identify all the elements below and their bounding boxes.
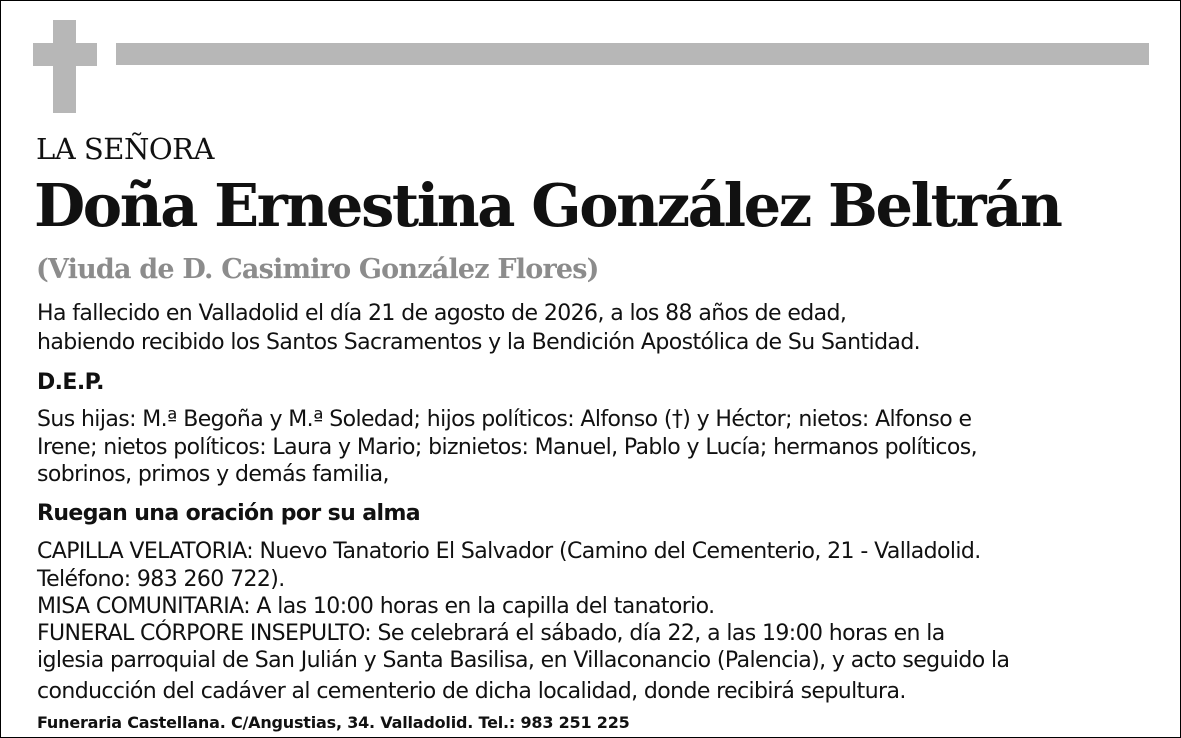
header-bar (116, 43, 1149, 65)
widow-subtitle: (Viuda de D. Casimiro González Flores) (36, 254, 599, 285)
deceased-name: Doña Ernestina González Beltrán (34, 171, 1061, 240)
service-line: MISA COMUNITARIA: A las 10:00 horas en la capilla del tanatorio. (37, 594, 715, 619)
family-line: Sus hijas: M.ª Begoña y M.ª Soledad; hijos políticos: Alfonso (†) y Héctor; nietos: Alfonso e (37, 407, 972, 432)
announcement-line: Ha fallecido en Valladolid el día 21 de agosto de 2026, a los 88 años de edad, (37, 301, 847, 326)
service-line: CAPILLA VELATORIA: Nuevo Tanatorio El Salvador (Camino del Cementerio, 21 - Valladolid. (37, 539, 981, 564)
announcement-line: habiendo recibido los Santos Sacramentos y la Bendición Apostólica de Su Santidad. (37, 330, 921, 355)
family-line: Irene; nietos políticos: Laura y Mario; biznietos: Manuel, Pablo y Lucía; hermanos políticos, (37, 435, 977, 460)
service-line: FUNERAL CÓRPORE INSEPULTO: Se celebrará el sábado, día 22, a las 19:00 horas en la (37, 621, 945, 646)
service-line: iglesia parroquial de San Julián y Santa Basilisa, en Villaconancio (Palencia), y acto seguido la (37, 648, 1010, 673)
cross-icon-arm (33, 43, 97, 66)
title-prefix: LA SEÑORA (36, 132, 214, 166)
funeral-home-footer: Funeraria Castellana. C/Angustias, 34. Valladolid. Tel.: 983 251 225 (37, 713, 630, 732)
rip-label: D.E.P. (37, 370, 104, 395)
family-line: sobrinos, primos y demás familia, (37, 462, 389, 487)
service-line: conducción del cadáver al cementerio de dicha localidad, donde recibirá sepultura. (37, 679, 906, 704)
prayer-request: Ruegan una oración por su alma (37, 501, 421, 526)
service-line: Teléfono: 983 260 722). (37, 567, 285, 592)
cross-icon (53, 20, 76, 113)
